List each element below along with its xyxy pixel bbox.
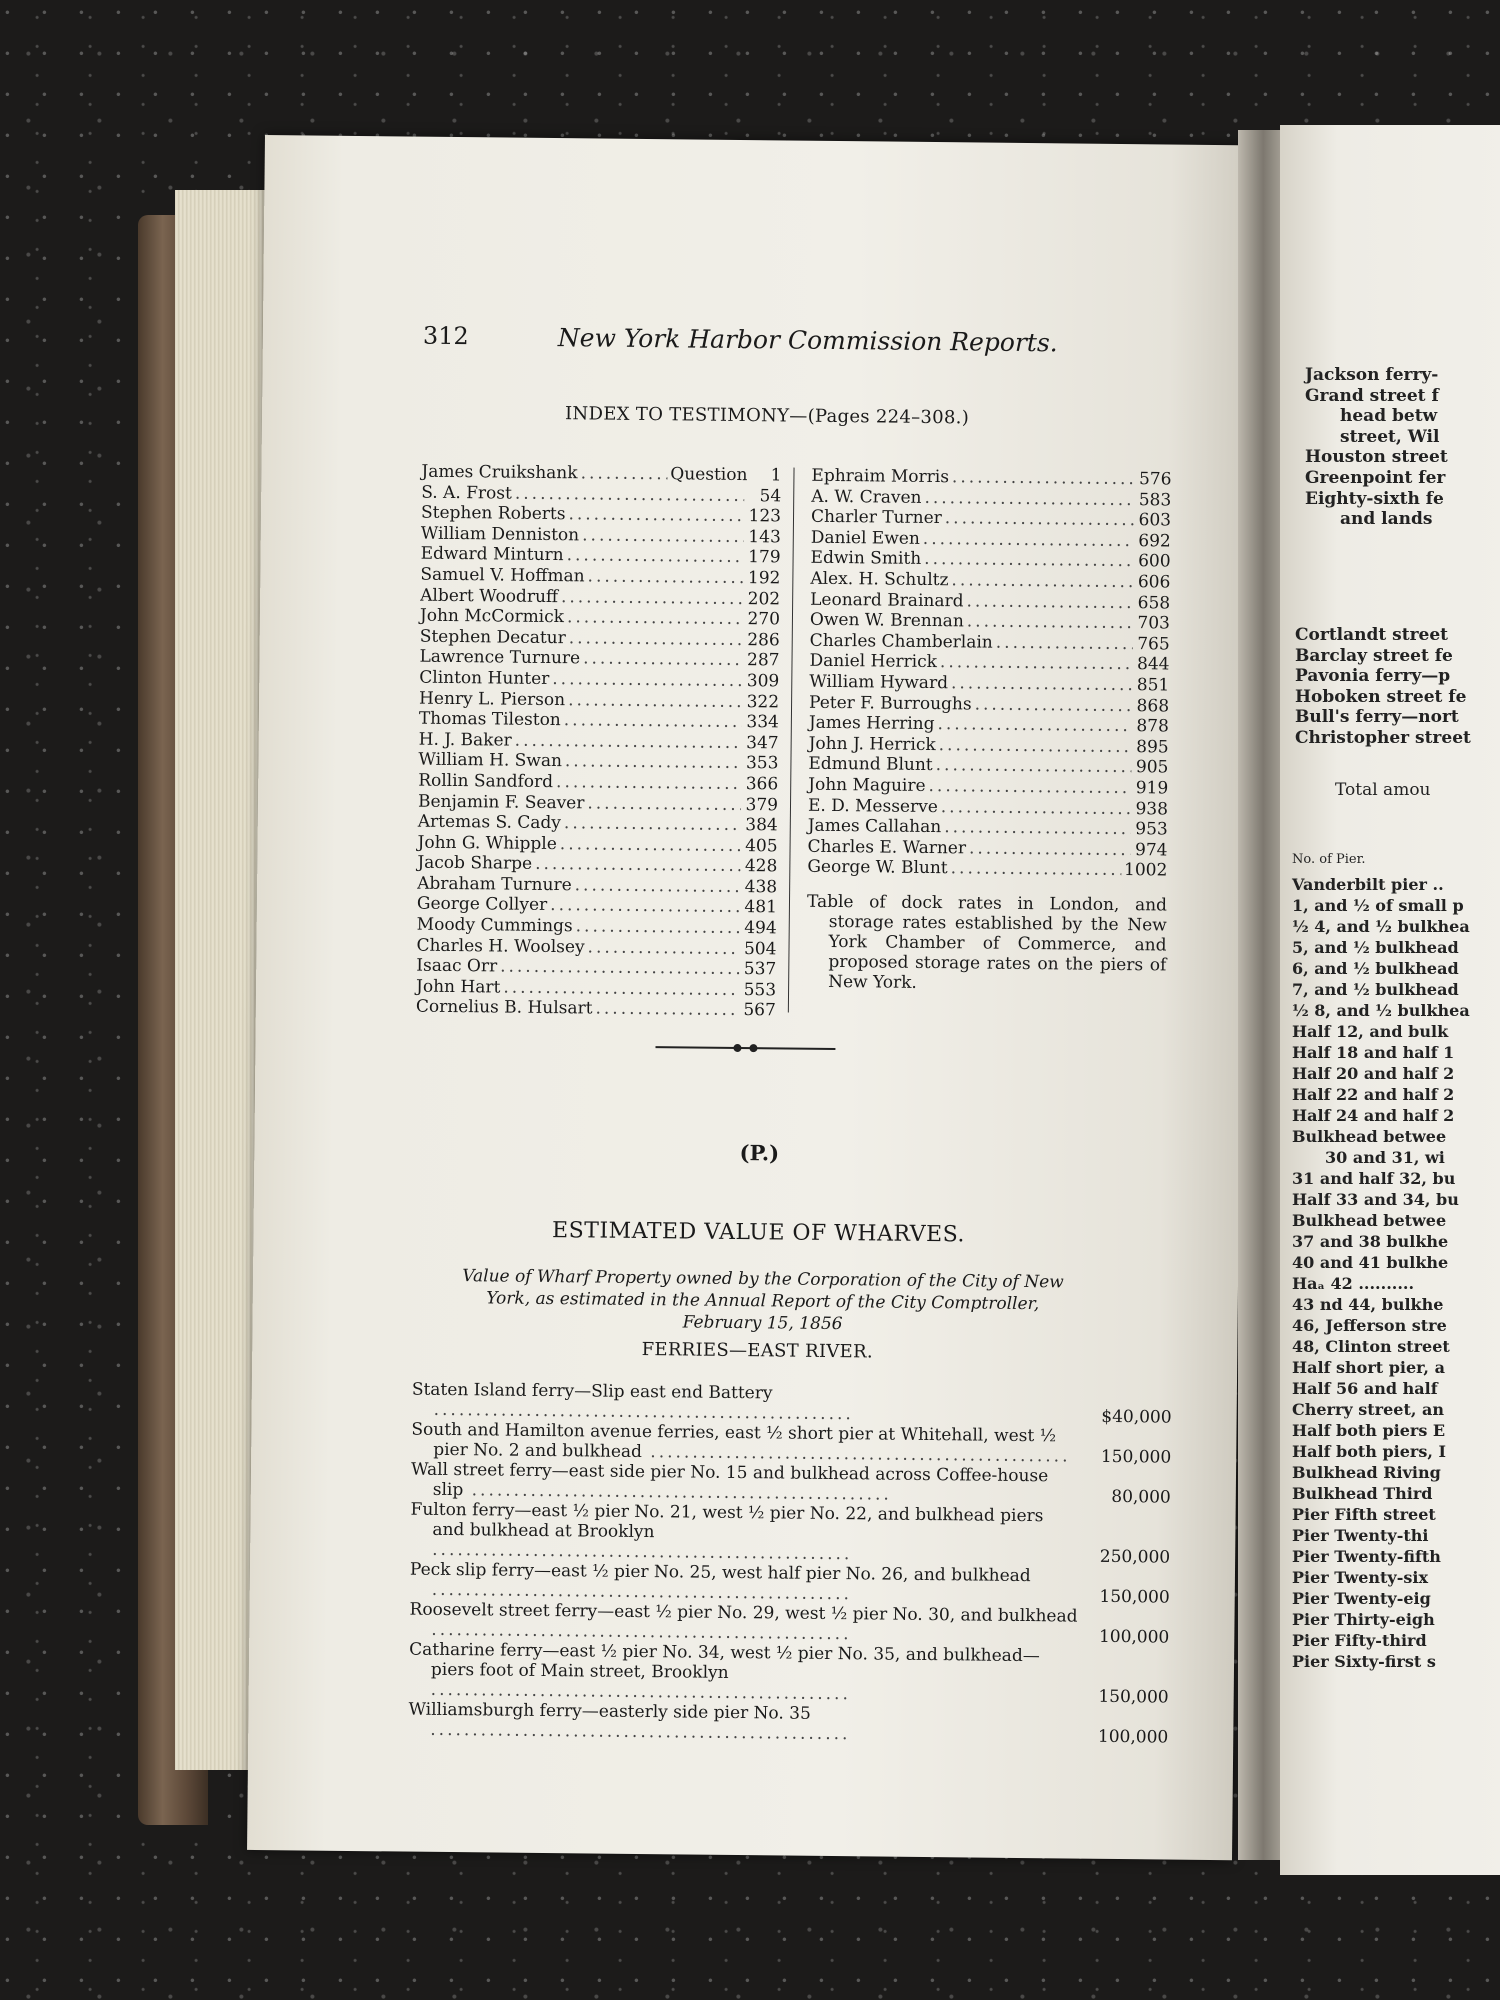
ferry-description: [411, 1460, 1081, 1507]
ferry-value: 80,000: [1111, 1486, 1171, 1508]
entry-name: Henry L. Pierson: [419, 688, 566, 710]
entry-number: 270: [747, 609, 781, 630]
pier-line: 37 and 38 bulkhe: [1292, 1232, 1449, 1251]
entry-name: Thomas Tileston: [418, 708, 561, 731]
leader-dots: [500, 957, 739, 980]
entry-number: 603: [1138, 510, 1172, 531]
entry-number: 494: [744, 918, 777, 939]
leader-dots: [535, 854, 740, 877]
index-entry: [416, 997, 776, 1021]
pier-line: Half 33 and 34, bu: [1292, 1190, 1459, 1209]
leader-dots: [583, 649, 743, 671]
pier-line: 48, Clinton street: [1292, 1337, 1450, 1356]
leader-dots: [996, 632, 1133, 654]
index-right-list: [807, 466, 1171, 882]
entry-number: 347: [746, 732, 779, 754]
facing-line: Houston street: [1305, 447, 1448, 468]
pier-line: 40 and 41 bulkhe: [1292, 1253, 1449, 1272]
facing-line: Cortlandt street: [1295, 625, 1449, 645]
entry-name: S. A. Frost: [421, 482, 513, 504]
leader-dots: [951, 673, 1132, 695]
entry-number: 1: [770, 465, 782, 486]
entry-number: 895: [1136, 736, 1169, 758]
ornament-rule: [655, 1041, 835, 1055]
leader-dots: [575, 875, 741, 897]
pier-line: Half 12, and bulk: [1292, 1022, 1449, 1041]
index-entry: [807, 857, 1167, 881]
entry-number: 179: [748, 547, 781, 568]
entry-number: 366: [745, 773, 779, 795]
leader-dots: [567, 607, 743, 629]
entry-name: Clinton Hunter: [419, 667, 550, 689]
ferry-value: $40,000: [1101, 1406, 1172, 1428]
section-label: (P.): [739, 1140, 780, 1166]
pier-line: 6, and ½ bulkhead: [1292, 959, 1459, 978]
leader-dots: [937, 714, 1132, 737]
entry-name: Samuel V. Hoffman: [420, 564, 585, 587]
entry-name: Daniel Ewen: [810, 527, 920, 549]
entry-name: Charles H. Woolsey: [416, 935, 585, 958]
entry-name: E. D. Messerve: [807, 795, 938, 817]
entry-number: 878: [1136, 716, 1169, 737]
facing-line: Barclay street fe: [1295, 645, 1453, 666]
leader-dots: [951, 859, 1122, 881]
entry-name: Rollin Sandford: [418, 770, 554, 792]
ferry-value: 150,000: [1100, 1446, 1172, 1468]
entry-number: 334: [746, 712, 779, 733]
entry-number: 428: [744, 856, 778, 877]
entry-number: 384: [745, 815, 778, 836]
pier-line: 30 and 31, wi: [1325, 1148, 1445, 1167]
leader-dots: [587, 793, 741, 815]
leader-dots: [936, 755, 1132, 778]
leader-dots: [582, 525, 744, 547]
ferry-description: [410, 1500, 1081, 1567]
section-description: Value of Wharf Property owned by the Corporation of the City of New York, as estimated in the Annual Report of the City Comptroller, February 15, 1856: [462, 1266, 1064, 1335]
leader-dots: ..................................................: [431, 1619, 852, 1645]
pier-line: 1, and ½ of small p: [1292, 896, 1464, 915]
leader-dots: [969, 838, 1131, 860]
entry-number: 202: [747, 588, 781, 609]
entry-name: Charles E. Warner: [807, 836, 967, 859]
entry-name: Peter F. Burroughs: [808, 692, 972, 714]
facing-line: Bull's ferry—nort: [1295, 707, 1459, 728]
ferry-description: [408, 1700, 1078, 1747]
entry-name: William Hyward: [809, 671, 949, 694]
ferry-row: [409, 1640, 1170, 1708]
pier-line: Bulkhead betwee: [1292, 1211, 1447, 1230]
pier-line: Cherry street, an: [1292, 1400, 1444, 1419]
entry-number: 600: [1138, 551, 1171, 572]
pier-line: 31 and half 32, bu: [1292, 1169, 1456, 1188]
leader-dots: ..................................................: [431, 1579, 853, 1605]
entry-name: George W. Blunt: [807, 857, 948, 879]
leader-dots: [565, 751, 742, 773]
entry-name: George Collyer: [416, 894, 548, 916]
leader-dots: [568, 690, 742, 712]
pier-line: 46, Jefferson stre: [1292, 1316, 1447, 1335]
entry-number: 692: [1138, 530, 1171, 552]
facing-line: and lands: [1340, 509, 1433, 530]
facing-line: Grand street f: [1305, 385, 1439, 406]
ferry-text: Catharine ferry—east ½ pier No. 34, west ½ pier No. 35, and bulkhead—piers foot of Main street, Brooklyn: [409, 1639, 1040, 1683]
leader-dots: [581, 463, 668, 485]
leader-dots: [587, 937, 739, 959]
entry-number: 576: [1138, 469, 1172, 490]
ferry-description: [409, 1640, 1080, 1707]
ferry-text: South and Hamilton avenue ferries, east ½ short pier at Whitehall, west ½ pier No. 2 and bulkhead: [411, 1419, 1057, 1463]
entry-number: 953: [1135, 819, 1168, 840]
leader-dots: [561, 587, 743, 610]
entry-name: Stephen Decatur: [419, 626, 566, 648]
entry-number: 553: [743, 979, 777, 1001]
leader-dots: [941, 797, 1131, 820]
entry-name: James Callahan: [807, 815, 942, 838]
index-right-column: [806, 466, 1171, 996]
ferry-text: Fulton ferry—east ½ pier No. 21, west ½ pier No. 22, and bulkhead piers and bulkhead at Brooklyn: [410, 1499, 1044, 1543]
ferries-table: [408, 1380, 1172, 1748]
entry-number: 287: [746, 650, 780, 671]
ferry-description: [409, 1600, 1079, 1647]
leader-dots: [940, 652, 1133, 675]
entry-name: Moody Cummings: [416, 914, 573, 937]
pier-line: Pier Thirty-eigh: [1292, 1610, 1435, 1629]
ferry-text: Wall street ferry—east side pier No. 15 and bulkhead across Coffee-house slip: [410, 1459, 1049, 1501]
entry-number: 286: [747, 629, 780, 651]
leader-dots: ..................................................: [430, 1679, 852, 1705]
leader-dots: ..................................................: [430, 1719, 851, 1745]
pier-line: Pier Twenty-six: [1292, 1568, 1428, 1587]
pier-line: Pier Fifth street: [1292, 1505, 1436, 1524]
facing-line: Pavonia ferry—p: [1295, 666, 1451, 687]
ferry-text: Staten Island ferry—Slip east end Battery: [411, 1379, 773, 1404]
pier-line: Pier Twenty-fifth: [1292, 1547, 1441, 1566]
pier-line: 5, and ½ bulkhead: [1292, 938, 1459, 957]
ferry-description: [410, 1560, 1080, 1607]
pier-line: Pier Twenty-eig: [1292, 1589, 1431, 1608]
entry-number: 143: [748, 526, 781, 548]
entry-name: Owen W. Brennan: [809, 609, 964, 632]
entry-number: 905: [1135, 757, 1169, 778]
leader-dots: [568, 504, 744, 526]
entry-name: John Maguire: [808, 774, 926, 796]
entry-name: Albert Woodruff: [420, 585, 559, 607]
pier-line: Half both piers, I: [1292, 1442, 1446, 1461]
pier-line: Bulkhead betwee: [1292, 1127, 1447, 1146]
entry-name: Edwin Smith: [810, 548, 922, 570]
pier-line: Pier Fifty-third: [1292, 1631, 1427, 1650]
entry-number: 54: [759, 485, 782, 507]
page-number: 312: [422, 321, 469, 351]
ferry-description: [412, 1380, 1082, 1427]
entry-name: John Hart: [415, 976, 501, 998]
entry-ref: Question: [670, 464, 748, 486]
leader-dots: ..................................................: [432, 1539, 853, 1565]
facing-total: Total amou: [1335, 780, 1431, 800]
pier-line: 43 nd 44, bulkhe: [1292, 1295, 1444, 1314]
entry-name: Charler Turner: [810, 506, 942, 529]
pier-line: Half short pier, a: [1292, 1358, 1445, 1377]
entry-name: H. J. Baker: [418, 729, 512, 751]
leader-dots: [924, 488, 1134, 511]
ferry-text: Williamsburgh ferry—easterly side pier No. 35: [408, 1699, 811, 1724]
entry-name: Abraham Turnure: [417, 873, 572, 896]
entry-number: 309: [746, 671, 780, 692]
entry-name: Ephraim Morris: [811, 465, 950, 488]
leader-dots: [924, 549, 1134, 572]
entry-name: Artemas S. Cady: [417, 811, 562, 834]
leader-dots: [595, 999, 739, 1021]
leader-dots: [967, 612, 1133, 634]
entry-name: James Cruikshank: [421, 461, 578, 484]
leader-dots: [928, 776, 1131, 799]
facing-line: Hoboken street fe: [1295, 686, 1467, 707]
entry-number: 868: [1136, 695, 1170, 717]
entry-name: Lawrence Turnure: [419, 646, 581, 669]
ferry-description: [411, 1420, 1081, 1467]
facing-line: head betw: [1340, 406, 1438, 427]
index-left-column: [416, 462, 782, 1022]
leader-dots: [952, 467, 1135, 490]
leader-dots: [552, 669, 742, 692]
entry-name: Isaac Orr: [416, 955, 498, 977]
leader-dots: [560, 834, 741, 856]
index-columns: [415, 461, 1182, 1021]
leader-dots: [588, 566, 744, 588]
entry-name: Stephen Roberts: [420, 502, 566, 525]
entry-number: 938: [1135, 798, 1169, 819]
entry-number: 844: [1136, 654, 1170, 675]
entry-name: Alex. H. Schultz: [810, 568, 949, 591]
leader-dots: [550, 895, 740, 918]
facing-column-header: No. of Pier.: [1292, 852, 1366, 867]
pier-line: Pier Twenty-thi: [1292, 1526, 1429, 1545]
entry-number: 353: [745, 753, 779, 774]
entry-number: 851: [1136, 675, 1170, 696]
ferry-row: [410, 1500, 1171, 1568]
entry-number: 703: [1137, 613, 1171, 634]
pier-line: Half 24 and half 2: [1292, 1106, 1455, 1125]
leader-dots: [564, 813, 741, 835]
leader-dots: ..................................................: [433, 1399, 854, 1425]
facing-line: Greenpoint fer: [1305, 468, 1446, 488]
entry-name: Charles Chamberlain: [809, 630, 993, 653]
entry-number: 606: [1137, 572, 1171, 593]
entry-name: William H. Swan: [418, 749, 563, 772]
ferry-value: 100,000: [1097, 1726, 1169, 1748]
pier-line: Vanderbilt pier ..: [1292, 875, 1444, 894]
left-page: [247, 135, 1250, 1860]
leader-dots: [567, 546, 744, 568]
leader-dots: [975, 694, 1133, 716]
leader-dots: ..................................................: [641, 1442, 1071, 1467]
entry-name: John G. Whipple: [417, 832, 557, 854]
entry-number: 658: [1137, 592, 1171, 614]
entry-name: James Herring: [808, 712, 935, 735]
pier-line: 7, and ½ bulkhead: [1292, 980, 1459, 999]
pier-line: Half 22 and half 2: [1292, 1085, 1455, 1104]
entry-number: 192: [747, 568, 781, 589]
entry-name: A. W. Craven: [811, 486, 922, 508]
entry-name: William Denniston: [420, 523, 580, 546]
entry-name: Cornelius B. Hulsart: [415, 997, 593, 1019]
pier-line: Haₐ 42 ..........: [1292, 1274, 1415, 1293]
leader-dots: [515, 730, 742, 753]
leader-dots: [515, 483, 745, 506]
entry-name: Leonard Brainard: [810, 589, 964, 611]
entry-number: 583: [1138, 489, 1172, 511]
leader-dots: [945, 508, 1134, 531]
facing-line: street, Wil: [1340, 426, 1440, 447]
leader-dots: [951, 570, 1133, 592]
entry-name: Benjamin F. Seaver: [417, 791, 585, 813]
entry-number: 1002: [1123, 860, 1168, 881]
facing-line: Eighty-sixth fe: [1305, 488, 1444, 509]
ferry-value: 150,000: [1098, 1686, 1169, 1708]
leader-dots: ..................................................: [463, 1480, 892, 1505]
entry-number: 919: [1135, 778, 1169, 799]
ferries-heading: FERRIES—EAST RIVER.: [641, 1339, 874, 1363]
pier-line: Half 20 and half 2: [1292, 1064, 1455, 1083]
entry-name: Daniel Herrick: [809, 651, 938, 673]
index-note: Table of dock rates in London, and storage rates established by the New York Chamber of Commerce, and proposed storage rates on the piers of New York.: [806, 891, 1168, 993]
pier-line: Pier Sixty-first s: [1292, 1652, 1436, 1671]
facing-line: Christopher street: [1295, 728, 1471, 748]
book-gutter: [1238, 130, 1284, 1860]
entry-number: 405: [745, 835, 778, 857]
entry-number: 123: [748, 506, 782, 527]
pier-line: Half 18 and half 1: [1292, 1043, 1455, 1062]
pier-line: ½ 4, and ½ bulkhea: [1292, 917, 1470, 936]
entry-number: 504: [743, 938, 777, 960]
facing-line: Jackson ferry-: [1305, 365, 1439, 385]
entry-name: John McCormick: [419, 605, 565, 628]
leader-dots: [569, 628, 743, 650]
leader-dots: [503, 977, 739, 1000]
entry-number: 379: [745, 794, 779, 815]
pier-line: Bulkhead Third: [1292, 1484, 1433, 1503]
pier-line: Half both piers E: [1292, 1421, 1446, 1440]
running-head: [423, 322, 1113, 369]
leader-dots: [944, 817, 1131, 840]
entry-number: 974: [1135, 839, 1168, 861]
column-divider: [788, 468, 795, 1013]
entry-name: Edward Minturn: [420, 544, 564, 566]
leader-dots: [576, 916, 740, 938]
entry-number: 765: [1137, 633, 1170, 655]
index-title: INDEX TO TESTIMONY—(Pages 224–308.): [564, 403, 970, 429]
entry-number: 537: [743, 959, 777, 980]
leader-dots: [923, 529, 1134, 552]
entry-number: 438: [744, 876, 778, 898]
ferry-value: 250,000: [1099, 1546, 1171, 1568]
leader-dots: [556, 772, 741, 795]
running-title: New York Harbor Commission Reports.: [557, 323, 1058, 358]
leader-dots: [564, 710, 742, 732]
ferry-text: Peck slip ferry—east ½ pier No. 25, west half pier No. 26, and bulkhead: [409, 1559, 1031, 1587]
entry-name: John J. Herrick: [808, 733, 936, 755]
ferry-value: 100,000: [1098, 1626, 1170, 1648]
entry-number: 322: [746, 691, 780, 712]
ferry-row: [408, 1700, 1168, 1748]
pier-line: Bulkhead Riving: [1292, 1463, 1441, 1482]
ferry-text: Roosevelt street ferry—east ½ pier No. 29, west ½ pier No. 30, and bulkhead: [409, 1599, 1078, 1627]
pier-line: ½ 8, and ½ bulkhea: [1292, 1001, 1470, 1020]
entry-number: 567: [743, 1000, 776, 1021]
entry-number: 481: [744, 897, 778, 918]
leader-dots: [966, 591, 1133, 613]
section-title: ESTIMATED VALUE OF WHARVES.: [551, 1218, 966, 1248]
ferry-value: 150,000: [1099, 1586, 1170, 1608]
pier-line: Half 56 and half: [1292, 1379, 1438, 1398]
entry-name: Jacob Sharpe: [417, 852, 533, 875]
facing-page: [1280, 125, 1500, 1875]
entry-name: Edmund Blunt: [808, 754, 933, 776]
leader-dots: [939, 735, 1132, 758]
